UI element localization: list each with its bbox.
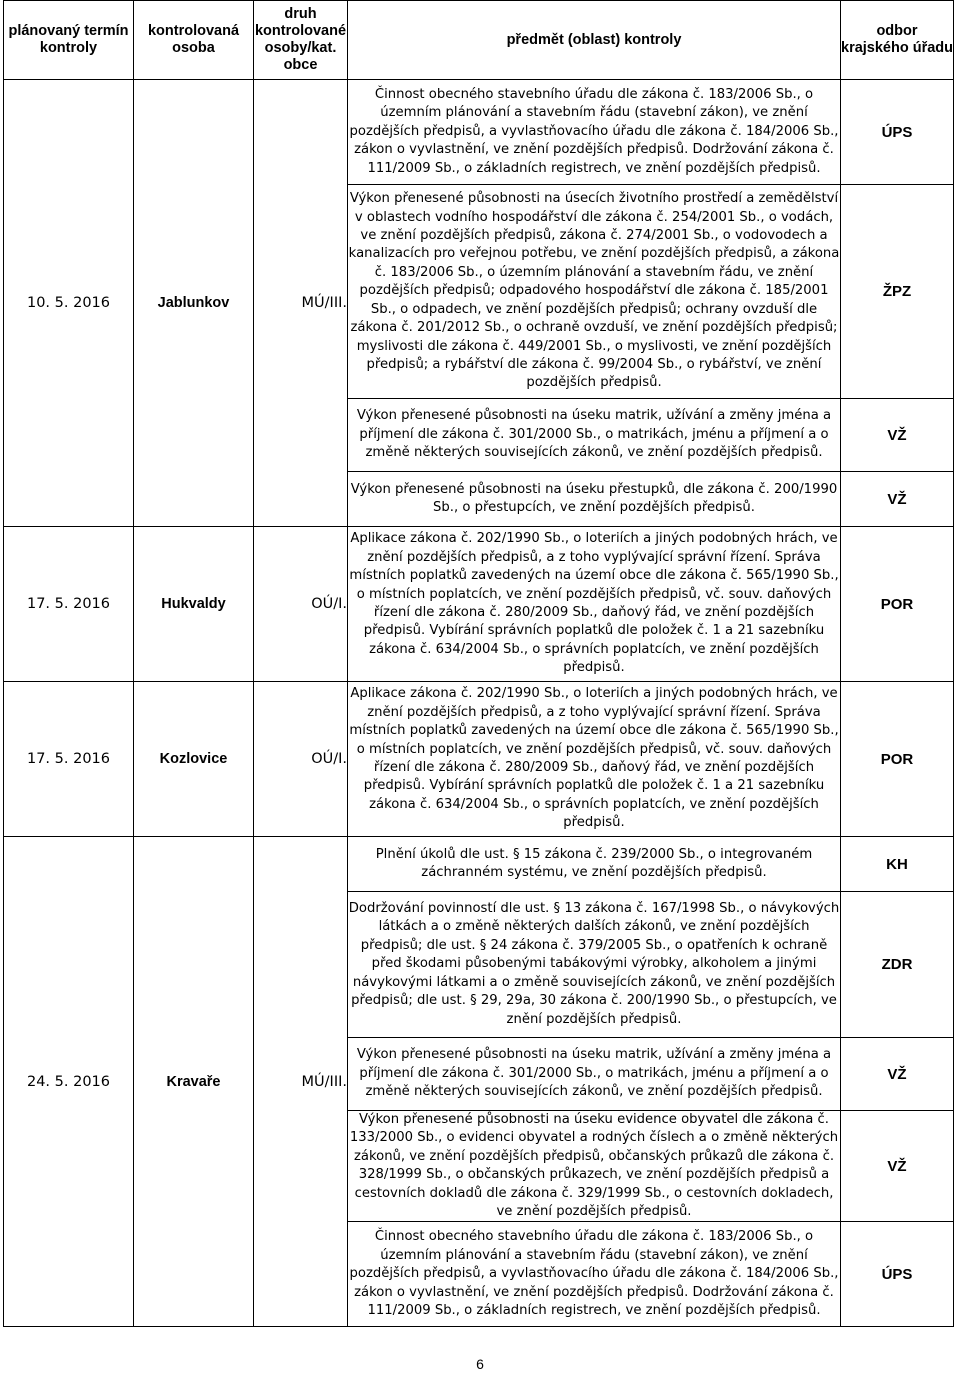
inspection-subject: Výkon přenesené působnosti na úsecích životního prostředí a zemědělství v oblastech vodního hospodářství dle zákona č. 254/2001 Sb., o vodách, ve znění pozdějších předpisů, zákona č. 274/2001 Sb., o vodovodech a kanalizacích pro veřejnou potřebu, ve znění pozdějších předpisů, a zákona č. 183/2006 Sb., o územním plánování a stavebním řádu, ve znění pozdějších předpisů; odpadového hospodářství dle zákona č. 185/2001 Sb., o odpadech, ve znění pozdějších předpisů; ochrany ovzduší dle zákona č. 201/2012 Sb., o ochraně ovzduší, ve znění pozdějších předpisů; myslivosti dle zákona č. 449/2001 Sb., o myslivosti, ve znění pozdějších předpisů; a rybářství dle zákona č. 99/2004 Sb., o rybářství, ve znění pozdějších předpisů. <box>348 185 841 399</box>
table-row <box>4 527 954 682</box>
table-row <box>4 80 954 185</box>
inspection-subject: Plnění úkolů dle ust. § 15 zákona č. 239/2000 Sb., o integrovaném záchranném systému, ve znění pozdějších předpisů. <box>348 837 841 892</box>
inspection-subject: Aplikace zákona č. 202/1990 Sb., o loteriích a jiných podobných hrách, ve znění pozdějších předpisů, a z toho vyplývající správní řízení. Správa místních poplatků zavedených na území obce dle zákona č. 565/1990 Sb., o místních poplatcích, ve znění pozdějších předpisů, vč. souv. daňových řízení dle zákona č. 280/2009 Sb., daňový řád, ve znění pozdějších předpisů. Vybírání správních poplatků dle položek č. 1 a 21 sazebníku zákona č. 634/2004 Sb., o správních poplatcích, ve znění pozdějších předpisů. <box>348 527 841 682</box>
table-row <box>4 682 954 837</box>
inspected-entity: Kravaře <box>134 837 254 1327</box>
inspection-subject: Činnost obecného stavebního úřadu dle zákona č. 183/2006 Sb., o územním plánování a stavebním řádu (stavební zákon), ve znění pozdějších předpisů, a vyvlastňovacího úřadu dle zákona č. 184/2006 Sb., zákon o vyvlastnění, ve znění pozdějších předpisů. Dodržování zákona č. 111/2009 Sb., o základních registrech, ve znění pozdějších předpisů. <box>348 80 841 185</box>
department: ÚPS <box>841 80 954 185</box>
header-person: kontrolovaná osoba <box>134 1 254 80</box>
department: VŽ <box>841 1111 954 1222</box>
page-number: 6 <box>476 1356 484 1372</box>
inspection-subject: Výkon přenesené působnosti na úseku evidence obyvatel dle zákona č. 133/2000 Sb., o evidenci obyvatel a rodných číslech a o změně některých zákonů, ve znění pozdějších předpisů, občanských průkazů dle zákona č. 328/1999 Sb., o občanských průkazech, ve znění pozdějších předpisů a cestovních dokladů dle zákona č. 329/1999 Sb., o cestovních dokladech, ve znění pozdějších předpisů. <box>348 1111 841 1222</box>
planned-date: 17. 5. 2016 <box>4 527 134 682</box>
entity-type: OÚ/I. <box>254 527 348 682</box>
entity-type: MÚ/III. <box>254 80 348 527</box>
department: VŽ <box>841 1038 954 1111</box>
inspection-subject: Činnost obecného stavebního úřadu dle zákona č. 183/2006 Sb., o územním plánování a stavebním řádu (stavební zákon), ve znění pozdějších předpisů, a vyvlastňovacího úřadu dle zákona č. 184/2006 Sb., zákon o vyvlastnění, ve znění pozdějších předpisů. Dodržování zákona č. 111/2009 Sb., o základních registrech, ve znění pozdějších předpisů. <box>348 1222 841 1327</box>
entity-type: MÚ/III. <box>254 837 348 1327</box>
inspection-subject: Aplikace zákona č. 202/1990 Sb., o loteriích a jiných podobných hrách, ve znění pozdějších předpisů, a z toho vyplývající správní řízení. Správa místních poplatků zavedených na území obce dle zákona č. 565/1990 Sb., o místních poplatcích, ve znění pozdějších předpisů, vč. souv. daňových řízení dle zákona č. 280/2009 Sb., daňový řád, ve znění pozdějších předpisů. Vybírání správních poplatků dle položek č. 1 a 21 sazebníku zákona č. 634/2004 Sb., o správních poplatcích, ve znění pozdějších předpisů. <box>348 682 841 837</box>
planned-date: 10. 5. 2016 <box>4 80 134 527</box>
department: ZDR <box>841 892 954 1038</box>
inspection-plan-table <box>3 0 954 1327</box>
inspected-entity: Hukvaldy <box>134 527 254 682</box>
department: KH <box>841 837 954 892</box>
planned-date: 24. 5. 2016 <box>4 837 134 1327</box>
header-date: plánovaný termín kontroly <box>4 1 134 80</box>
department: VŽ <box>841 399 954 472</box>
inspection-subject: Dodržování povinností dle ust. § 13 zákona č. 167/1998 Sb., o návykových látkách a o změně některých dalších zákonů, ve znění pozdějších předpisů; dle ust. § 24 zákona č. 379/2005 Sb., o opatřeních k ochraně před škodami působenými tabákovými výrobky, alkoholem a jinými návykovými látkami a o změně souvisejících zákonů, ve znění pozdějších předpisů; dle ust. § 29, 29a, 30 zákona č. 200/1990 Sb., o přestupcích, ve znění pozdějších předpisů. <box>348 892 841 1038</box>
inspected-entity: Jablunkov <box>134 80 254 527</box>
inspection-subject: Výkon přenesené působnosti na úseku matrik, užívání a změny jména a příjmení dle zákona č. 301/2000 Sb., o matrikách, jménu a příjmení a o změně některých souvisejících zákonů, ve znění pozdějších předpisů. <box>348 1038 841 1111</box>
header-type: druh kontrolované osoby/kat. obce <box>254 1 348 80</box>
department: ÚPS <box>841 1222 954 1327</box>
department: POR <box>841 527 954 682</box>
planned-date: 17. 5. 2016 <box>4 682 134 837</box>
header-dept: odbor krajského úřadu <box>841 1 954 80</box>
department: VŽ <box>841 472 954 527</box>
inspected-entity: Kozlovice <box>134 682 254 837</box>
department: ŽPZ <box>841 185 954 399</box>
inspection-subject: Výkon přenesené působnosti na úseku matrik, užívání a změny jména a příjmení dle zákona č. 301/2000 Sb., o matrikách, jménu a příjmení a o změně některých souvisejících zákonů, ve znění pozdějších předpisů. <box>348 399 841 472</box>
header-row <box>4 1 954 80</box>
table-row <box>4 837 954 892</box>
department: POR <box>841 682 954 837</box>
header-subject: předmět (oblast) kontroly <box>348 1 841 80</box>
entity-type: OÚ/I. <box>254 682 348 837</box>
inspection-subject: Výkon přenesené působnosti na úseku přestupků, dle zákona č. 200/1990 Sb., o přestupcích, ve znění pozdějších předpisů. <box>348 472 841 527</box>
